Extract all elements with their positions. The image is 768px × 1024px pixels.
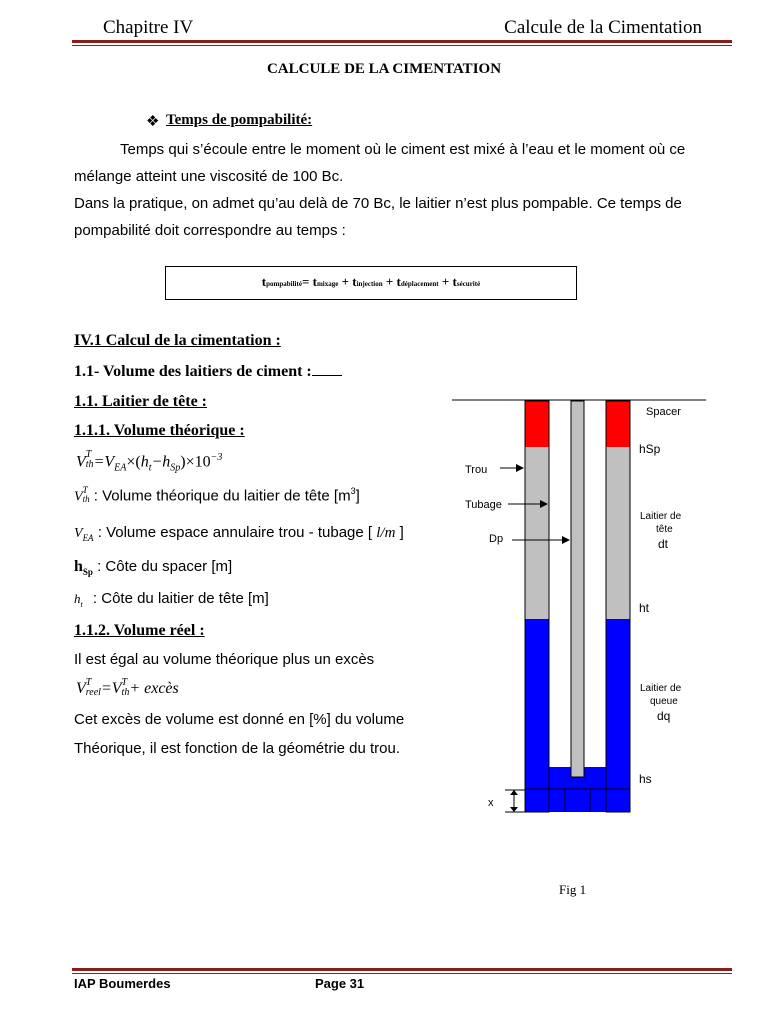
- lead-slurry-right: [606, 447, 630, 619]
- drill-pipe: [571, 401, 584, 777]
- pompabilite-formula: tpompabilité= tmixage + tinjection + tdéplacement + tsécurité: [261, 274, 481, 289]
- reel-line-3: Théorique, il est fonction de la géométrie du trou.: [74, 740, 401, 757]
- spacer-right: [606, 401, 630, 447]
- header-rule-thick: [72, 40, 732, 43]
- diamond-bullet-icon: ❖: [146, 114, 160, 130]
- formula-volume-reel: VT reel=VT th+ excès: [76, 677, 179, 698]
- heading-iv1: IV.1 Calcul de la cimentation :: [74, 332, 281, 349]
- label-dt: dt: [658, 537, 669, 551]
- heading-volume-theorique: 1.1.1. Volume théorique :: [74, 422, 245, 439]
- label-laitier-tete-1: Laitier de: [640, 511, 682, 522]
- label-hs: hs: [639, 772, 652, 786]
- cementation-diagram: [440, 385, 730, 825]
- heading-laitier-tete: 1.1. Laitier de tête :: [74, 393, 207, 410]
- label-hsp: hSp: [639, 442, 661, 456]
- heading-volume-reel: 1.1.2. Volume réel :: [74, 622, 205, 639]
- label-x: x: [488, 797, 494, 809]
- label-tubage: Tubage: [465, 499, 502, 511]
- footer-institution: IAP Boumerdes: [74, 976, 171, 991]
- paragraph-2-line-2: pompabilité doit correspondre au temps :: [74, 222, 346, 239]
- definition-vth: VT th : Volume théorique du laitier de tête $[m^3]$: [74, 485, 360, 505]
- formula-volume-theorique: VT $th=V_{EA}\times(h_t-h_{Sp})\times 10^{-3}$: [76, 449, 223, 474]
- label-trou: Trou: [465, 464, 488, 476]
- reel-line-2: Cet excès de volume est donné en [%] du volume: [74, 711, 405, 728]
- label-ht: ht: [639, 601, 650, 615]
- footer-rule-thick: [72, 968, 732, 971]
- page-title: CALCULE DE LA CIMENTATION: [266, 61, 502, 77]
- footer-rule-thin: [72, 973, 732, 974]
- heading-pompabilite: Temps de pompabilité:: [166, 112, 313, 128]
- lead-slurry-left: [525, 447, 549, 619]
- footer-page-number: Page 31: [315, 976, 365, 991]
- label-laitier-tete-2: tête: [656, 524, 673, 535]
- label-laitier-queue-2: queue: [650, 696, 678, 707]
- definition-ht: $h_t$ : Côte du laitier de tête [m]: [74, 590, 269, 610]
- reel-line-1: Il est égal au volume théorique plus un excès: [74, 651, 375, 668]
- spacer-left: [525, 401, 549, 447]
- label-spacer: Spacer: [646, 406, 681, 418]
- paragraph-2-line-1: Dans la pratique, on admet qu’au delà de 70 Bc, le laitier n’est plus pompable. Ce temps de: [74, 195, 682, 212]
- heading-1-1: 1.1- Volume des laitiers de ciment :: [74, 363, 342, 381]
- definition-vea: $V_{EA}$ : Volume espace annulaire trou - tubage [ l/m ]: [74, 524, 404, 544]
- paragraph-1-line-2: mélange atteint une viscosité de 100 Bc.: [74, 168, 344, 185]
- label-dp: Dp: [489, 533, 504, 545]
- label-dq: dq: [657, 709, 671, 723]
- figure-caption: Fig 1: [559, 882, 587, 897]
- paragraph-1-line-1: Temps qui s’écoule entre le moment où le ciment est mixé à l’eau et le moment où ce: [120, 141, 686, 158]
- label-laitier-queue-1: Laitier de: [640, 683, 682, 694]
- header-rule-thin: [72, 45, 732, 46]
- formula-box: [165, 266, 577, 300]
- definition-hsp: $h_{Sp}$ : Côte du spacer [m]: [74, 558, 233, 578]
- header-title: Calcule de la Cimentation: [504, 17, 702, 38]
- header-chapter: Chapitre IV: [103, 17, 194, 38]
